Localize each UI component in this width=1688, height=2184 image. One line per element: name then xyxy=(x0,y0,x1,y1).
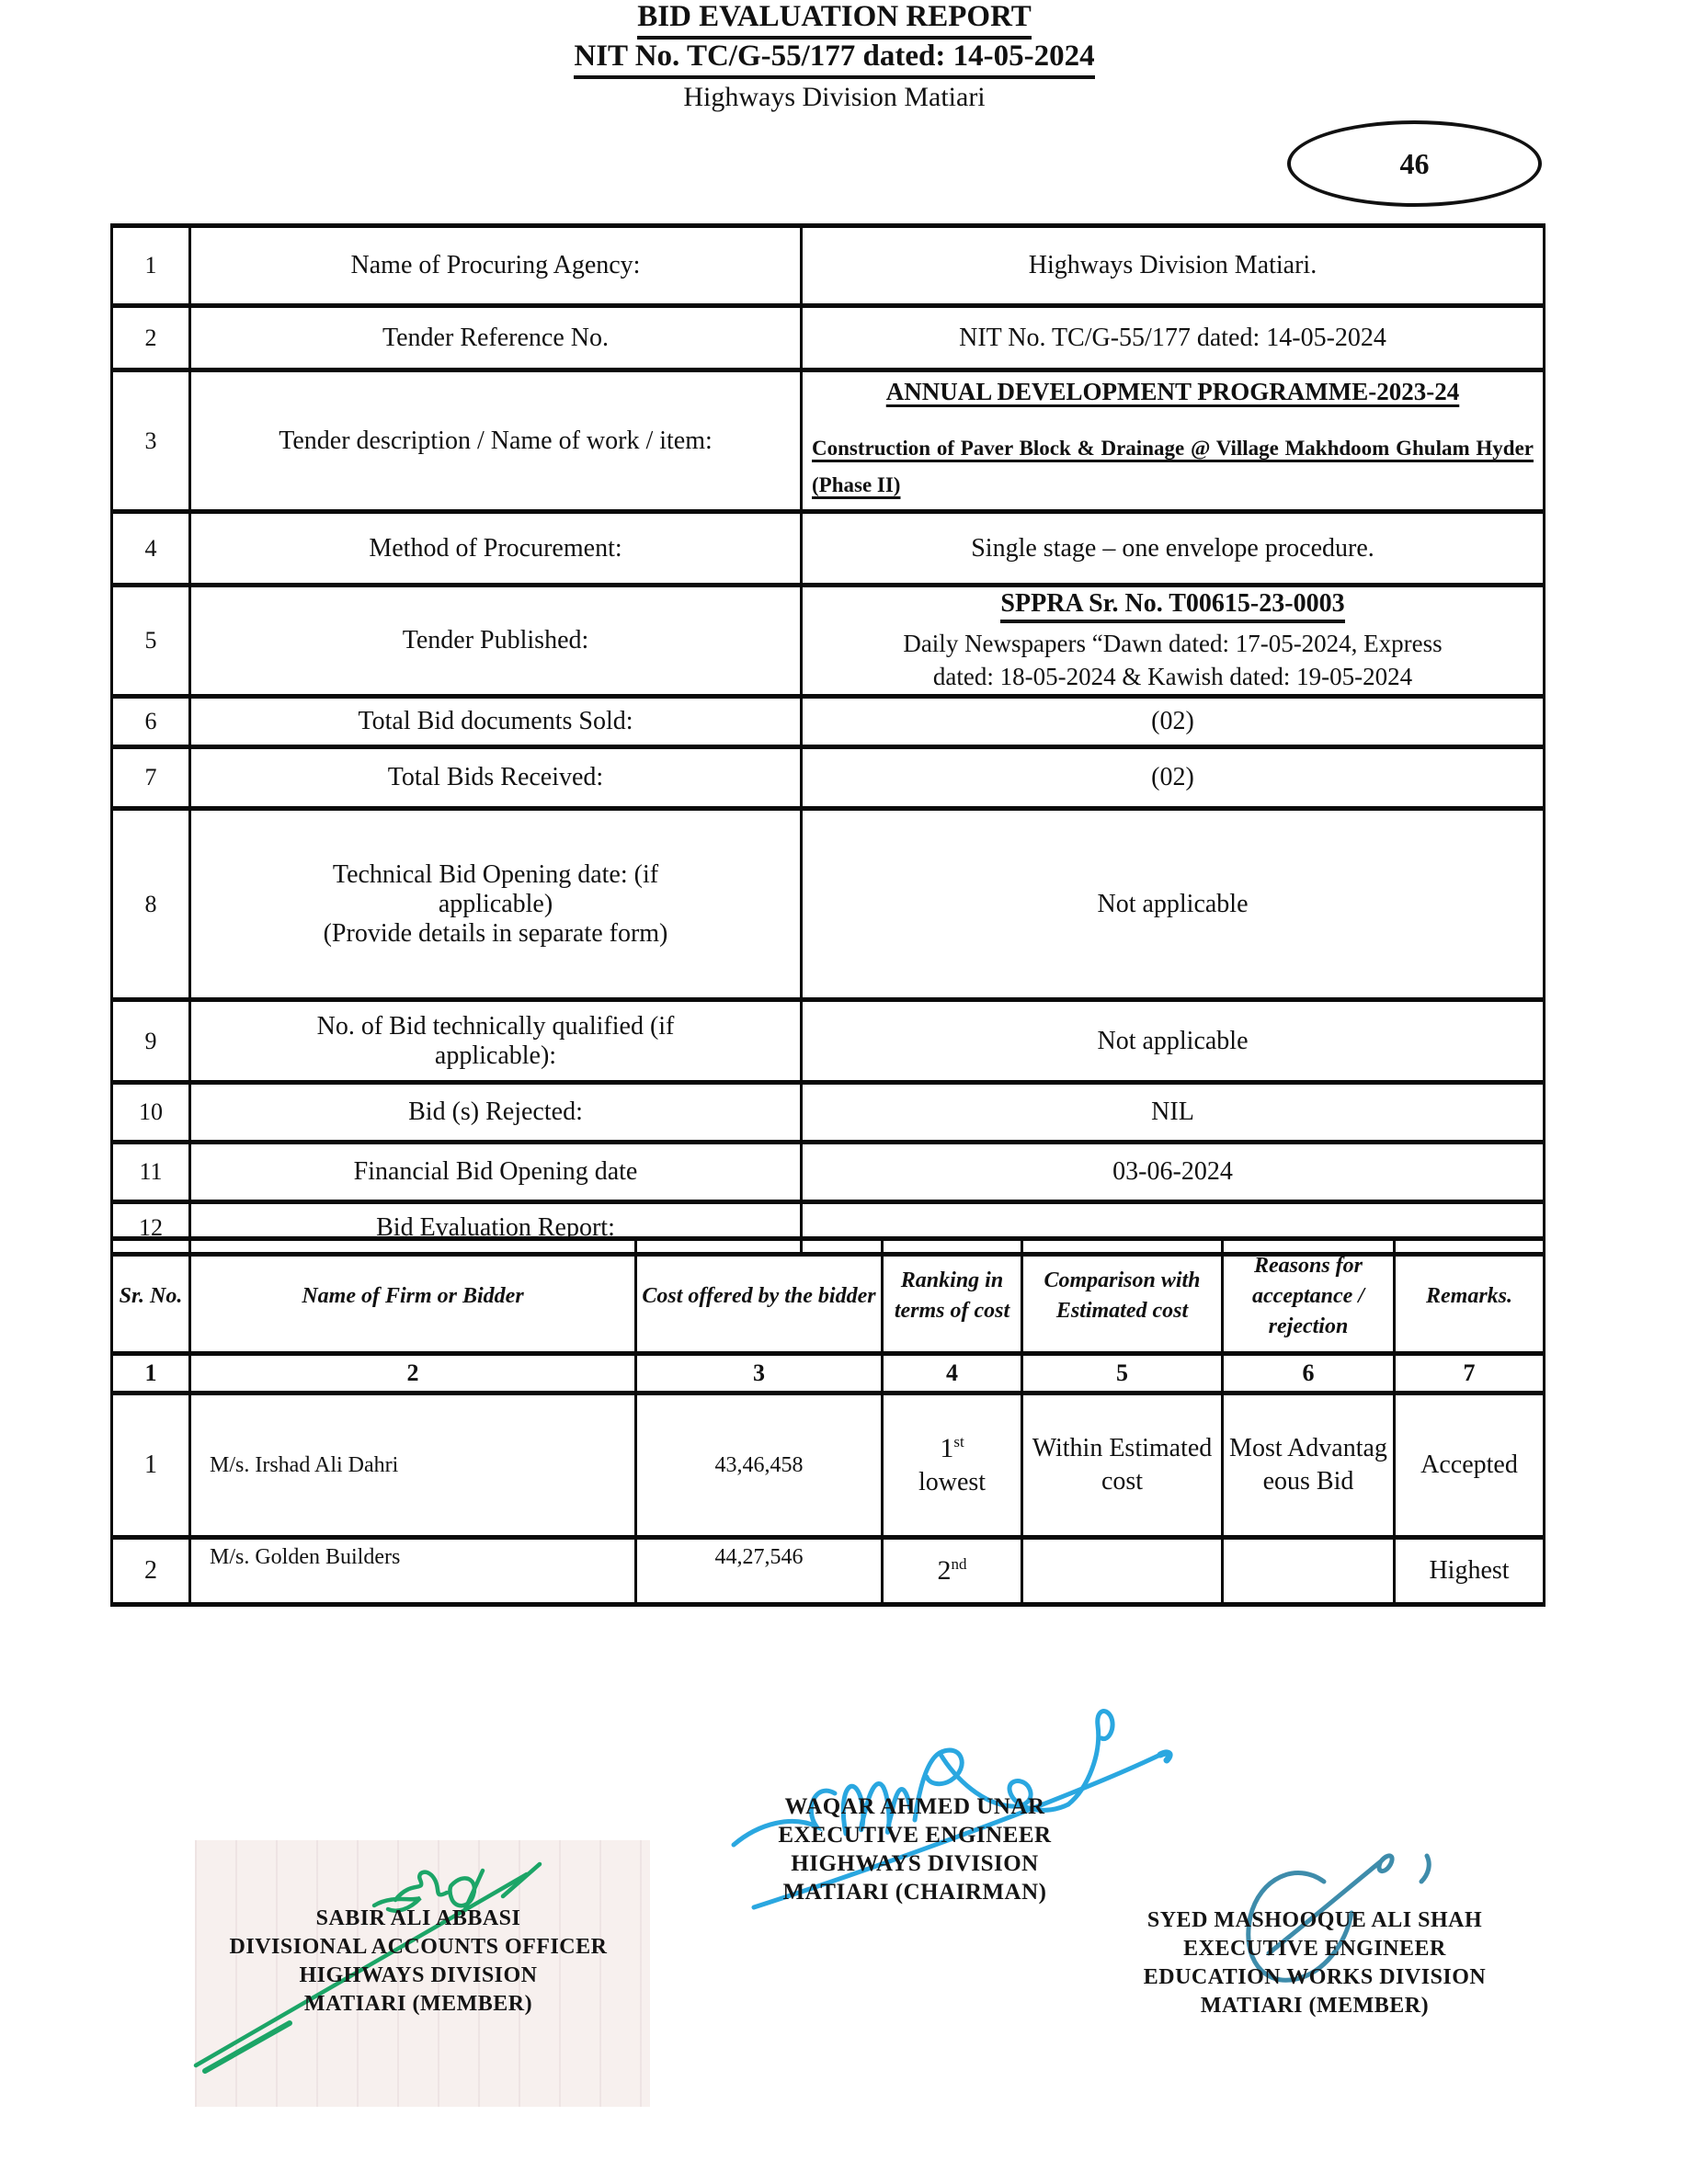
work-description: Construction of Paver Block & Drainage @ Village Makhdoom Ghulam Hyder (Phase II) xyxy=(812,437,1534,496)
table-row xyxy=(112,809,1545,1000)
bidder-ranking: 1st lowest xyxy=(883,1393,1022,1538)
member-left-signature-block xyxy=(188,1905,648,2019)
bidder-remarks: Accepted xyxy=(1395,1393,1545,1538)
signatory-name: WAQAR AHMED UNAR xyxy=(784,1794,1045,1819)
signatory-title: DIVISIONAL ACCOUNTS OFFICER xyxy=(229,1935,608,1959)
col-header-reasons: Reasons for acceptance / rejection xyxy=(1223,1239,1395,1354)
row-sr: 10 xyxy=(112,1083,190,1143)
bidder-reasons: Most Advantag eous Bid xyxy=(1223,1393,1395,1538)
nit-reference-line xyxy=(0,40,1669,79)
col-header-comparison: Comparison with Estimated cost xyxy=(1022,1239,1223,1354)
row-sr: 2 xyxy=(112,306,190,370)
bidder-firm: M/s. Golden Builders xyxy=(190,1538,636,1605)
row-label: Bid Evaluation Report: xyxy=(190,1202,802,1255)
row-label-line1: Technical Bid Opening date: (if applicable) xyxy=(332,859,659,918)
bidder-reasons xyxy=(1223,1538,1395,1605)
row-value: (02) xyxy=(802,697,1545,747)
bidder-comparison xyxy=(1022,1538,1223,1605)
col-header-sr: Sr. No. xyxy=(112,1239,190,1354)
signatory-division: HIGHWAYS DIVISION xyxy=(299,1963,538,1987)
col-header-firm: Name of Firm or Bidder xyxy=(190,1239,636,1354)
row-label: Total Bid documents Sold: xyxy=(190,697,802,747)
row-label-line2: (Provide details in separate form) xyxy=(323,918,668,948)
bid-header-row xyxy=(112,1239,1545,1354)
table-row xyxy=(112,370,1545,512)
row-label: Tender description / Name of work / item: xyxy=(190,370,802,512)
row-value: Not applicable xyxy=(802,809,1545,1000)
row-sr: 5 xyxy=(112,586,190,697)
row-label: Bid (s) Rejected: xyxy=(190,1083,802,1143)
signatory-name: SYED MASHOOQUE ALI SHAH xyxy=(1146,1908,1483,1932)
signatory-role: MATIARI (MEMBER) xyxy=(1200,1994,1430,2018)
table-row xyxy=(112,306,1545,370)
row-label: No. of Bid technically qualified (if applicable): xyxy=(190,1000,802,1083)
signatory-name: SABIR ALI ABBASI xyxy=(315,1906,521,1930)
bidder-remarks: Highest xyxy=(1395,1538,1545,1605)
bidder-cost: 43,46,458 xyxy=(636,1393,883,1538)
row-label: Method of Procurement: xyxy=(190,512,802,586)
division-subtitle: Highways Division Matiari xyxy=(683,82,986,112)
table-row xyxy=(112,1000,1545,1083)
table-row xyxy=(112,1083,1545,1143)
row-label xyxy=(190,809,802,1000)
signatory-division: EDUCATION WORKS DIVISION xyxy=(1143,1965,1487,1989)
col-header-cost: Cost offered by the bidder xyxy=(636,1239,883,1354)
row-value: 03-06-2024 xyxy=(802,1143,1545,1202)
col-header-ranking: Ranking in terms of cost xyxy=(883,1239,1022,1354)
row-sr: 7 xyxy=(112,747,190,809)
row-value: Not applicable xyxy=(802,1000,1545,1083)
member-right-signature-block xyxy=(1085,1906,1545,2020)
row-value: NIL xyxy=(802,1083,1545,1143)
sppra-serial-heading: SPPRA Sr. No. T00615-23-0003 xyxy=(1000,589,1344,623)
row-sr: 6 xyxy=(112,697,190,747)
row-sr: 1 xyxy=(112,226,190,306)
table-row xyxy=(112,1143,1545,1202)
bidder-comparison: Within Estimated cost xyxy=(1022,1393,1223,1538)
bidder-cost: 44,27,546 xyxy=(636,1538,883,1605)
row-value xyxy=(802,370,1545,512)
row-label: Tender Published: xyxy=(190,586,802,697)
bidder-firm: M/s. Irshad Ali Dahri xyxy=(190,1393,636,1538)
page-number: 46 xyxy=(1399,146,1430,180)
row-label: Name of Procuring Agency: xyxy=(190,226,802,306)
table-row xyxy=(112,747,1545,809)
bid-evaluation-table xyxy=(110,1236,1545,1607)
table-row xyxy=(112,697,1545,747)
col-header-remarks: Remarks. xyxy=(1395,1239,1545,1354)
document-header xyxy=(0,0,1669,114)
report-title xyxy=(0,0,1669,40)
bidder-ranking: 2nd xyxy=(883,1538,1022,1605)
report-title-text: BID EVALUATION REPORT xyxy=(637,0,1032,40)
table-row xyxy=(112,586,1545,697)
row-label: Total Bids Received: xyxy=(190,747,802,809)
signatory-role: MATIARI (CHAIRMAN) xyxy=(782,1880,1047,1905)
newspapers-detail: Daily Newspapers “Dawn dated: 17-05-2024, Express dated: 18-05-2024 & Kawish dated: 19-05-2024 xyxy=(903,629,1443,690)
row-value: NIT No. TC/G-55/177 dated: 14-05-2024 xyxy=(802,306,1545,370)
bidder-sr: 2 xyxy=(112,1538,190,1605)
table-row xyxy=(112,512,1545,586)
bidder-row xyxy=(112,1393,1545,1538)
signatory-title: EXECUTIVE ENGINEER xyxy=(1183,1937,1446,1961)
bidder-row xyxy=(112,1538,1545,1605)
bidder-sr: 1 xyxy=(112,1393,190,1538)
row-sr: 11 xyxy=(112,1143,190,1202)
table-row xyxy=(112,226,1545,306)
row-label: Financial Bid Opening date xyxy=(190,1143,802,1202)
column-number-row: 1 2 3 4 5 6 7 xyxy=(112,1354,1545,1393)
row-value: (02) xyxy=(802,747,1545,809)
page-number-badge xyxy=(1287,120,1542,207)
chairman-signature-block xyxy=(708,1792,1122,1906)
row-sr: 4 xyxy=(112,512,190,586)
signatory-title: EXECUTIVE ENGINEER xyxy=(778,1823,1052,1848)
row-sr: 9 xyxy=(112,1000,190,1083)
row-sr: 12 xyxy=(112,1202,190,1255)
row-value: Highways Division Matiari. xyxy=(802,226,1545,306)
row-value: Single stage – one envelope procedure. xyxy=(802,512,1545,586)
info-table xyxy=(110,223,1545,1257)
row-value xyxy=(802,586,1545,697)
row-sr: 3 xyxy=(112,370,190,512)
nit-reference-text: NIT No. TC/G-55/177 dated: 14-05-2024 xyxy=(574,40,1094,79)
row-sr: 8 xyxy=(112,809,190,1000)
row-label: Tender Reference No. xyxy=(190,306,802,370)
signatory-role: MATIARI (MEMBER) xyxy=(303,1992,533,2016)
signatory-division: HIGHWAYS DIVISION xyxy=(791,1851,1039,1876)
work-programme-heading: ANNUAL DEVELOPMENT PROGRAMME-2023-24 xyxy=(885,378,1460,405)
